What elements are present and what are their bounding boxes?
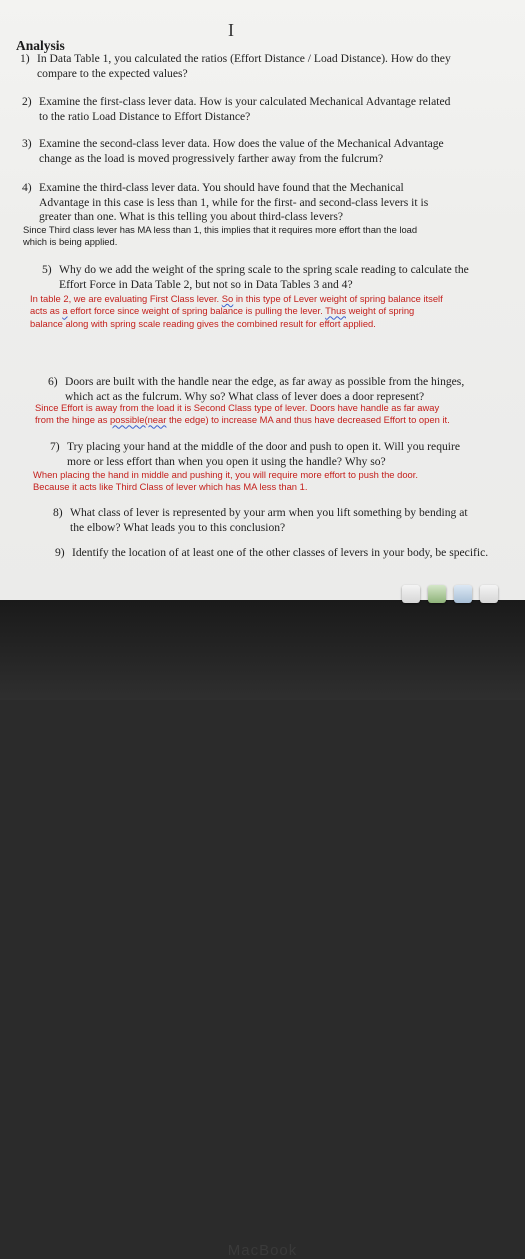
bezel-brand-label: MacBook [227,1242,298,1259]
text-cursor-icon: I [228,20,234,40]
answer-4: Since Third class lever has MA less than 1, this implies that it requires more effort than the load which is being applied. [23,224,418,248]
question-8: 8) What class of lever is represented by your arm when you lift something by bending at the elbow? What leads you to this conclusion? [53,506,468,534]
question-7: 7) Try placing your hand at the middle of the door and push to open it. Will you require more or less effort than when you open it using the handle? Why so? [50,440,461,468]
question-9: 9) Identify the location of at least one of the other classes of levers in your body, be specific. [55,546,489,559]
laptop-bezel [0,600,525,1259]
menu-app-icon[interactable] [480,585,498,603]
document-app-icon[interactable] [402,585,420,603]
question-6: 6) Doors are built with the handle near the edge, as far away as possible from the hinges, which act as the fulcrum. Why so? What class of lever does a door represent? [48,375,465,403]
question-3: 3) Examine the second-class lever data. How does the value of the Mechanical Advantage change as the load is moved progressively farther away from the fulcrum? [22,137,444,165]
taskbar-icons [402,583,498,605]
list-app-icon[interactable] [454,585,472,603]
question-5: 5) Why do we add the weight of the spring scale to the spring scale reading to calculate the Effort Force in Data Table 2, but not so in Data Tables 3 and 4? [42,263,469,291]
answer-7: When placing the hand in middle and pushing it, you will require more effort to push the door. Because it acts like Third Class of lever which has MA less than 1. [33,469,418,493]
worksheet-page [0,0,525,600]
answer-6: Since Effort is away from the load it is Second Class type of lever. Doors have handle as far away from the hinge as possible(near the edge) to increase MA and thus have decreased Effort to open it. [35,402,450,426]
question-1: 1) In Data Table 1, you calculated the ratios (Effort Distance / Load Distance). How do they compare to the expected values? [20,52,451,80]
question-4: 4) Examine the third-class lever data. You should have found that the Mechanical Advantage in this case is less than 1, while for the first- and second-class levers it is greater than one. What is this telling you about third-class levers? [22,181,429,223]
answer-5: In table 2, we are evaluating First Class lever. So in this type of Lever weight of spring balance itself acts as a effort force since weight of spring balance is pulling the lever. Thus weight of spring balance along with spring scale reading gives the combined result for effort applied. [30,293,443,329]
analysis-heading: Analysis [16,38,65,53]
question-2: 2) Examine the first-class lever data. How is your calculated Mechanical Advantage related to the ratio Load Distance to Effort Distance? [22,95,451,123]
spreadsheet-app-icon[interactable] [428,585,446,603]
